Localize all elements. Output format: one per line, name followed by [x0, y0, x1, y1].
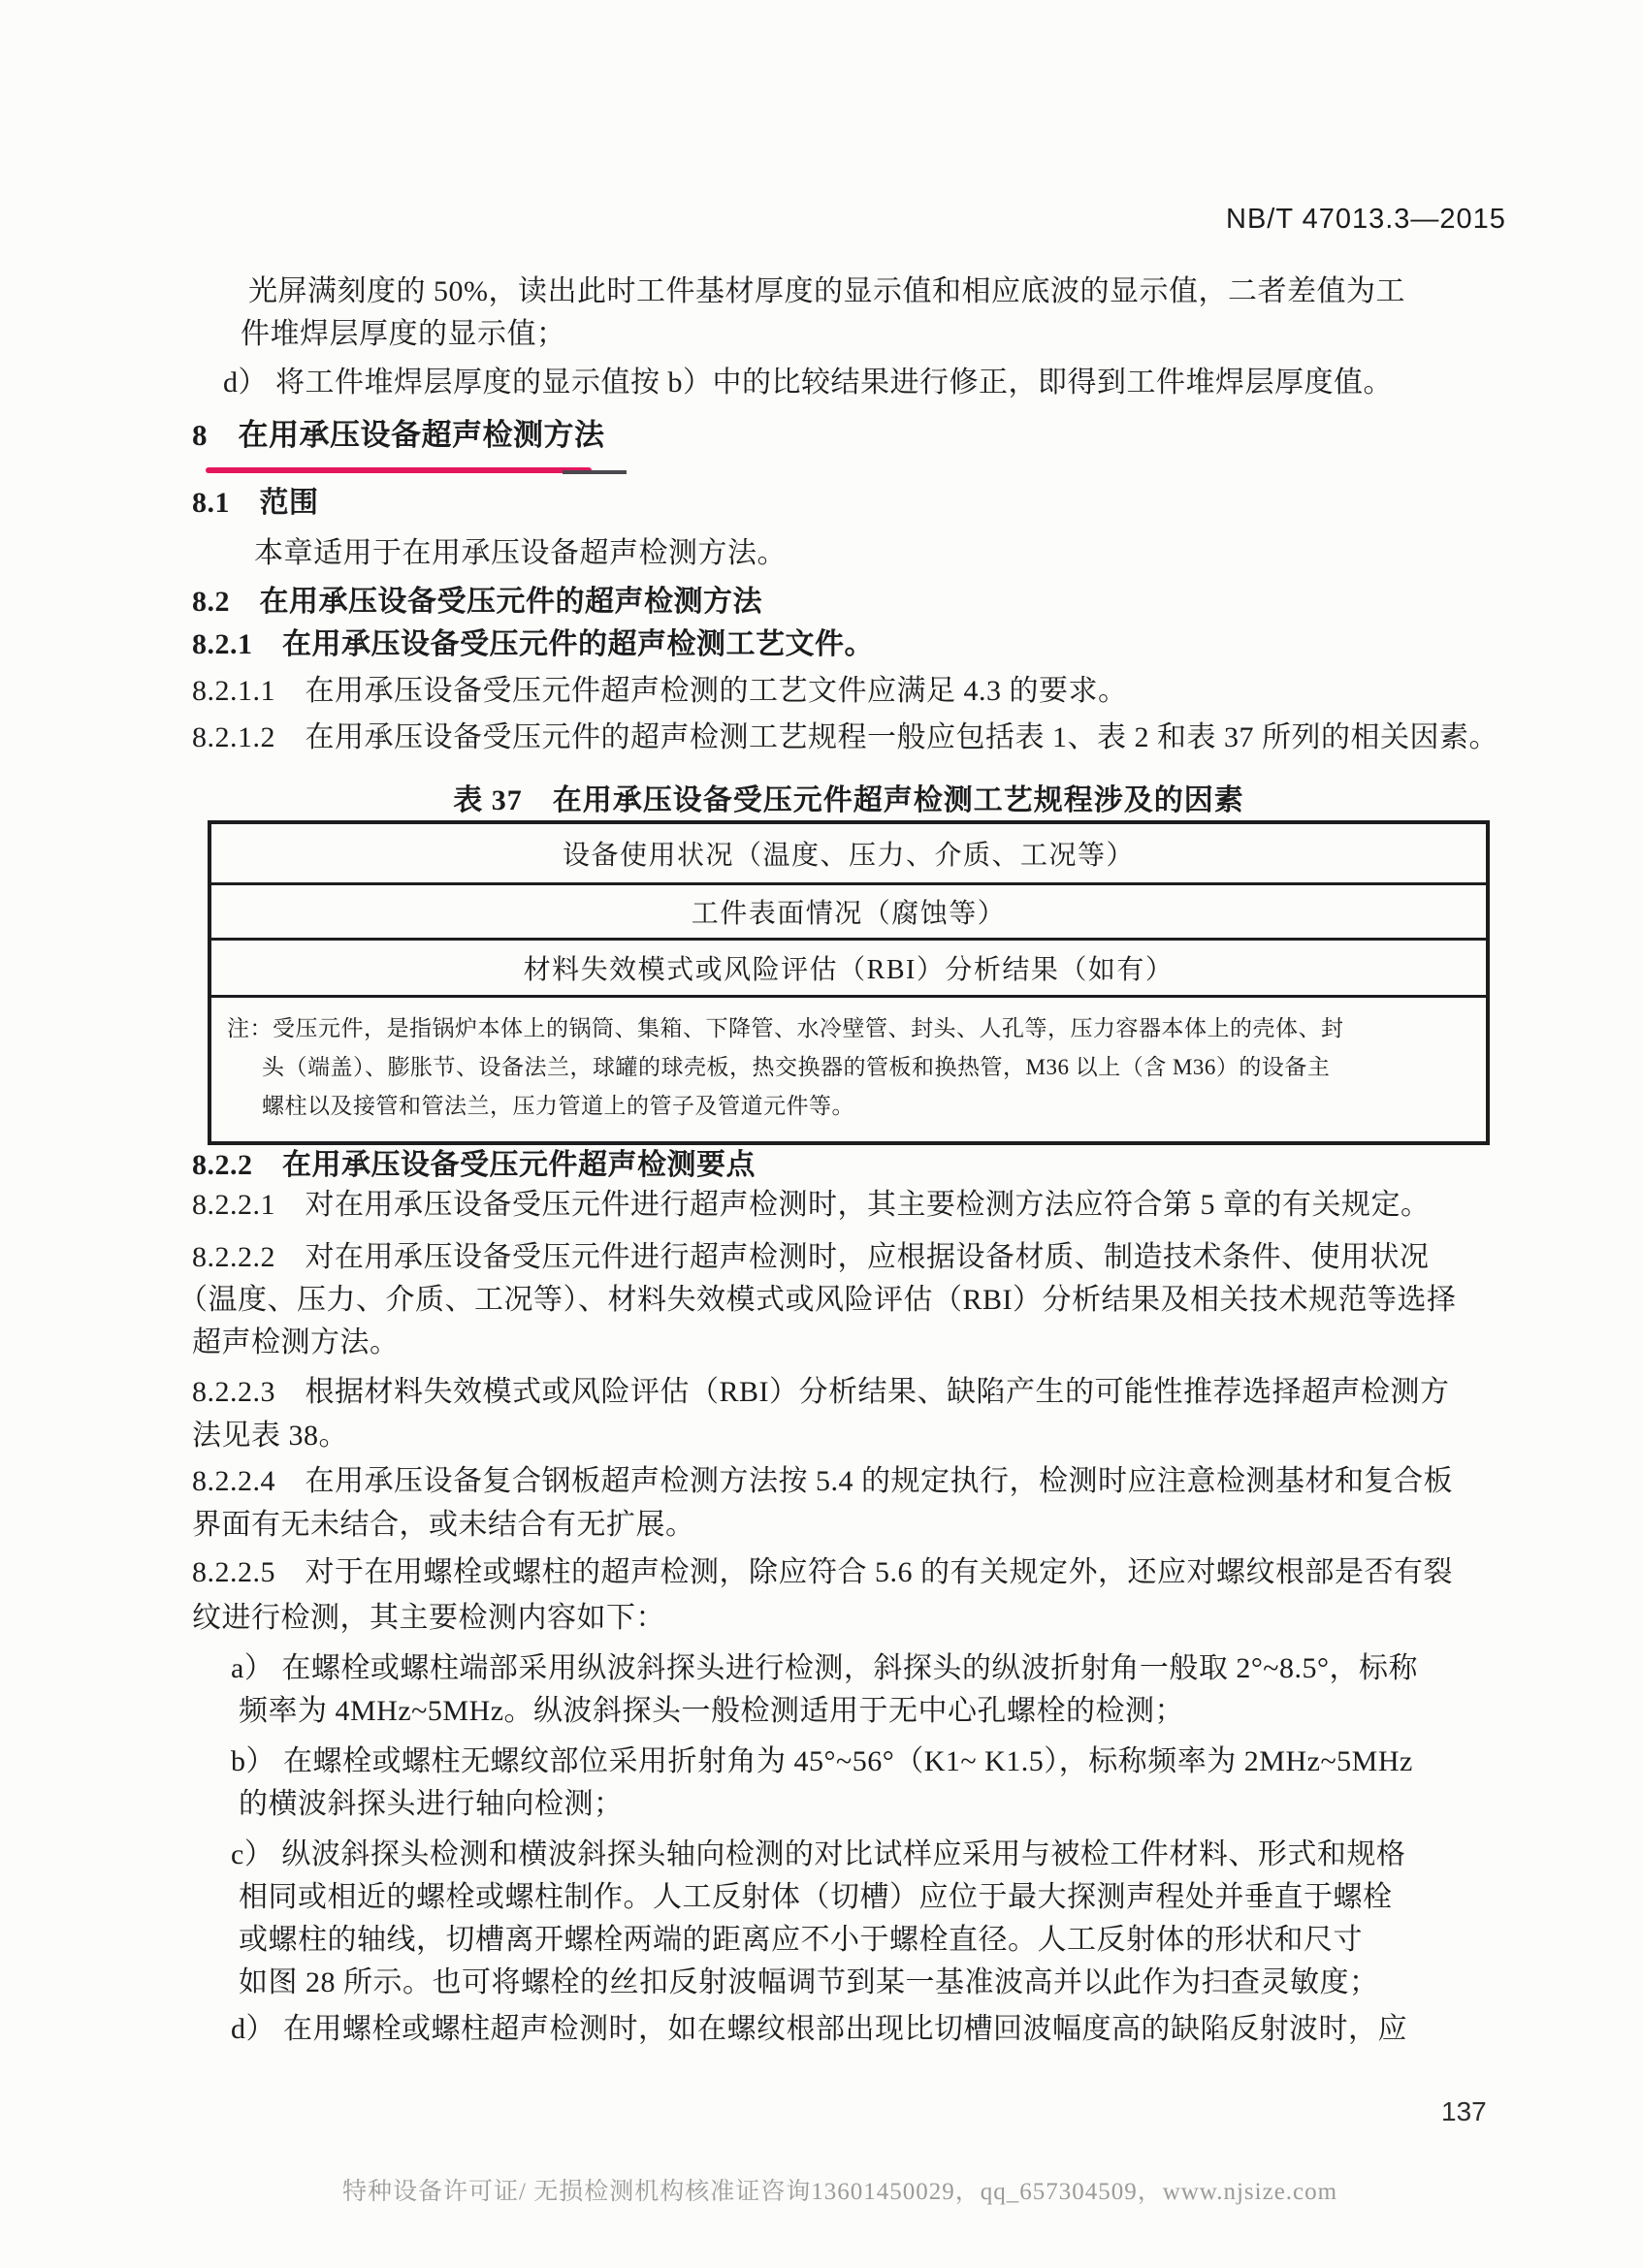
clause-8-1-heading: 8.1 范围: [192, 487, 319, 519]
clause-8-2-heading: 8.2 在用承压设备受压元件的超声检测方法: [192, 586, 762, 618]
clause-8-2-2-2-line-1: 8.2.2.2 对在用承压设备受压元件进行超声检测时，应根据设备材质、制造技术条件、使用状况: [192, 1241, 1430, 1273]
clause-8-2-2-5-line-2: 纹进行检测，其主要检测内容如下：: [192, 1602, 665, 1634]
list-item-b-line-2: 的横波斜探头进行轴向检测；: [239, 1788, 624, 1820]
table-37-note-line-3: 螺柱以及接管和管法兰，压力管道上的管子及管道元件等。: [262, 1094, 854, 1118]
list-item-a-line-2: 频率为 4MHz~5MHz。纵波斜探头一般检测适用于无中心孔螺栓的检测；: [239, 1695, 1185, 1727]
list-item-a-line-1: a） 在螺栓或螺柱端部采用纵波斜探头进行检测，斜探头的纵波折射角一般取 2°~8.5°，标称: [231, 1652, 1419, 1684]
clause-8-2-1-heading: 8.2.1 在用承压设备受压元件的超声检测工艺文件。: [192, 628, 874, 660]
clause-8-1-body: 本章适用于在用承压设备超声检测方法。: [254, 537, 787, 569]
red-marker-underline-tail: [563, 470, 627, 474]
intro-line-2: 件堆焊层厚度的显示值；: [241, 318, 566, 350]
clause-8-2-1-1: 8.2.1.1 在用承压设备受压元件超声检测的工艺文件应满足 4.3 的要求。: [192, 675, 1128, 707]
table-37-row-1: 设备使用状况（温度、压力、介质、工况等）: [211, 824, 1486, 885]
clause-8-2-2-3-line-2: 法见表 38。: [192, 1420, 348, 1452]
list-item-c-line-2: 相同或相近的螺栓或螺柱制作。人工反射体（切槽）应位于最大探测声程处并垂直于螺栓: [239, 1881, 1393, 1913]
clause-8-2-2-5-line-1: 8.2.2.5 对于在用螺栓或螺柱的超声检测，除应符合 5.6 的有关规定外，还应对螺纹根部是否有裂: [192, 1556, 1453, 1588]
footer-watermark: 特种设备许可证/ 无损检测机构核准证咨询13601450029，qq_657304509，www.njsize.com: [342, 2179, 1338, 2205]
table-37-note: [211, 998, 1486, 1141]
table-37-note-line-1: 注：受压元件，是指锅炉本体上的锅筒、集箱、下降管、水冷壁管、封头、人孔等，压力容器本体上的壳体、封: [227, 1016, 1344, 1040]
intro-item-d: d） 将工件堆焊层厚度的显示值按 b）中的比较结果进行修正，即得到工件堆焊层厚度值。: [223, 367, 1393, 399]
list-item-c-line-3: 或螺柱的轴线，切槽离开螺栓两端的距离应不小于螺栓直径。人工反射体的形状和尺寸: [239, 1924, 1363, 1956]
table-37-row-3: 材料失效模式或风险评估（RBI）分析结果（如有）: [211, 941, 1486, 998]
table-37-caption: 表 37 在用承压设备受压元件超声检测工艺规程涉及的因素: [453, 784, 1244, 816]
list-item-b-line-1: b） 在螺栓或螺柱无螺纹部位采用折射角为 45°~56°（K1~ K1.5），标称频率为 2MHz~5MHz: [231, 1745, 1413, 1777]
list-item-c-line-4: 如图 28 所示。也可将螺栓的丝扣反射波幅调节到某一基准波高并以此作为扫查灵敏度；: [239, 1966, 1379, 1998]
clause-8-2-2-3-line-1: 8.2.2.3 根据材料失效模式或风险评估（RBI）分析结果、缺陷产生的可能性推荐选择超声检测方: [192, 1376, 1450, 1408]
clause-8-2-2-1: 8.2.2.1 对在用承压设备受压元件进行超声检测时，其主要检测方法应符合第 5 章的有关规定。: [192, 1189, 1431, 1221]
clause-8-heading: 8 在用承压设备超声检测方法: [192, 418, 605, 452]
clause-8-2-2-heading: 8.2.2 在用承压设备受压元件超声检测要点: [192, 1149, 756, 1181]
table-37: [208, 820, 1490, 1145]
clause-8-2-2-4-line-1: 8.2.2.4 在用承压设备复合钢板超声检测方法按 5.4 的规定执行，检测时应注意检测基材和复合板: [192, 1465, 1453, 1497]
doc-code: NB/T 47013.3—2015: [1226, 204, 1506, 235]
intro-line-1: 光屏满刻度的 50%，读出此时工件基材厚度的显示值和相应底波的显示值，二者差值为工: [248, 275, 1405, 307]
clause-8-2-1-2: 8.2.1.2 在用承压设备受压元件的超声检测工艺规程一般应包括表 1、表 2 和表 37 所列的相关因素。: [192, 721, 1498, 753]
table-37-row-2: 工件表面情况（腐蚀等）: [211, 885, 1486, 941]
list-item-c-line-1: c） 纵波斜探头检测和横波斜探头轴向检测的对比试样应采用与被检工件材料、形式和规格: [231, 1838, 1406, 1870]
page-number: 137: [1441, 2096, 1487, 2126]
red-marker-underline: [206, 467, 592, 473]
table-37-note-line-2: 头（端盖）、膨胀节、设备法兰，球罐的球壳板，热交换器的管板和换热管，M36 以上（含 M36）的设备主: [262, 1055, 1331, 1079]
list-item-d-line-1: d） 在用螺栓或螺柱超声检测时，如在螺纹根部出现比切槽回波幅度高的缺陷反射波时，应: [231, 2013, 1407, 2045]
clause-8-2-2-2-line-2: （温度、压力、介质、工况等）、材料失效模式或风险评估（RBI）分析结果及相关技术规范等选择: [178, 1284, 1457, 1316]
clause-8-2-2-2-line-3: 超声检测方法。: [192, 1326, 400, 1358]
clause-8-2-2-4-line-2: 界面有无未结合，或未结合有无扩展。: [192, 1509, 695, 1541]
